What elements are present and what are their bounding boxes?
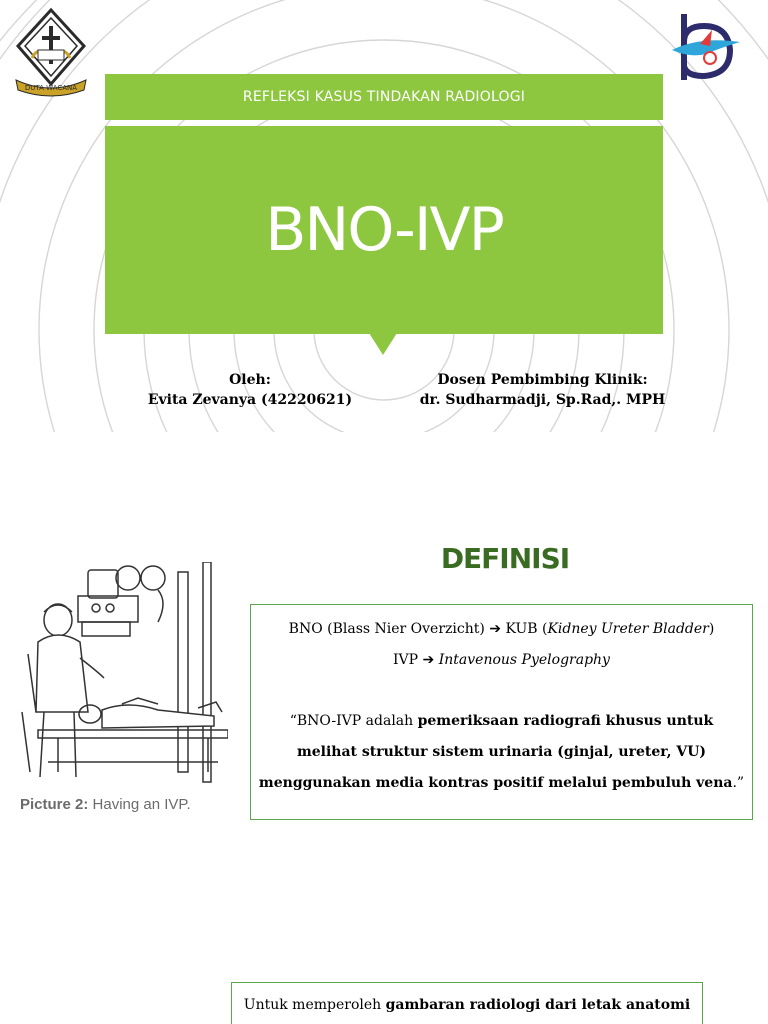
xray-patient-illustration	[18, 562, 228, 792]
caption-text: Having an IVP.	[88, 796, 191, 813]
arrow-icon: ➔	[489, 621, 502, 637]
title-band	[105, 126, 663, 334]
purpose-line: Untuk memperoleh gambaran radiologi dari letak anatomi	[243, 997, 691, 1013]
title-slide	[0, 0, 768, 432]
author-label: Oleh:	[229, 372, 271, 388]
definition-line-bno: BNO (Blass Nier Overzicht) ➔ KUB (Kidney Ureter Bladder)	[288, 621, 715, 637]
author-block	[140, 370, 360, 410]
definition-quote-line1: “BNO-IVP adalah pemeriksaan radiografi khusus untuk	[289, 713, 714, 729]
logo-left-text: DUTA WACANA	[24, 84, 78, 92]
definition-line-ivp: IVP ➔ Intavenous Pyelography	[393, 652, 610, 668]
definition-quote-line2: melihat struktur sistem urinaria (ginjal, ureter, VU)	[296, 744, 707, 760]
caption-label: Picture 2:	[20, 796, 89, 813]
slide-title: BNO-IVP	[265, 195, 503, 265]
advisor-name: dr. Sudharmadji, Sp.Rad,. MPH	[419, 392, 666, 408]
bethesda-hospital-logo-icon	[670, 8, 756, 86]
slide-subtitle: REFLEKSI KASUS TINDAKAN RADIOLOGI	[242, 89, 526, 105]
section-heading: DEFINISI	[440, 542, 570, 575]
author-name: Evita Zevanya (42220621)	[147, 392, 353, 408]
title-pointer	[369, 333, 397, 355]
arrow-icon: ➔	[422, 652, 435, 668]
figure-caption	[20, 796, 191, 813]
advisor-label: Dosen Pembimbing Klinik:	[437, 372, 648, 388]
definition-box	[250, 604, 753, 820]
purpose-box	[231, 982, 703, 1024]
subtitle-band	[105, 74, 663, 120]
advisor-block	[405, 370, 680, 410]
university-crest-icon	[12, 6, 90, 98]
definition-quote-line3: menggunakan media kontras positif melalui pembuluh vena.”	[258, 775, 745, 791]
definition-slide	[0, 432, 768, 1024]
